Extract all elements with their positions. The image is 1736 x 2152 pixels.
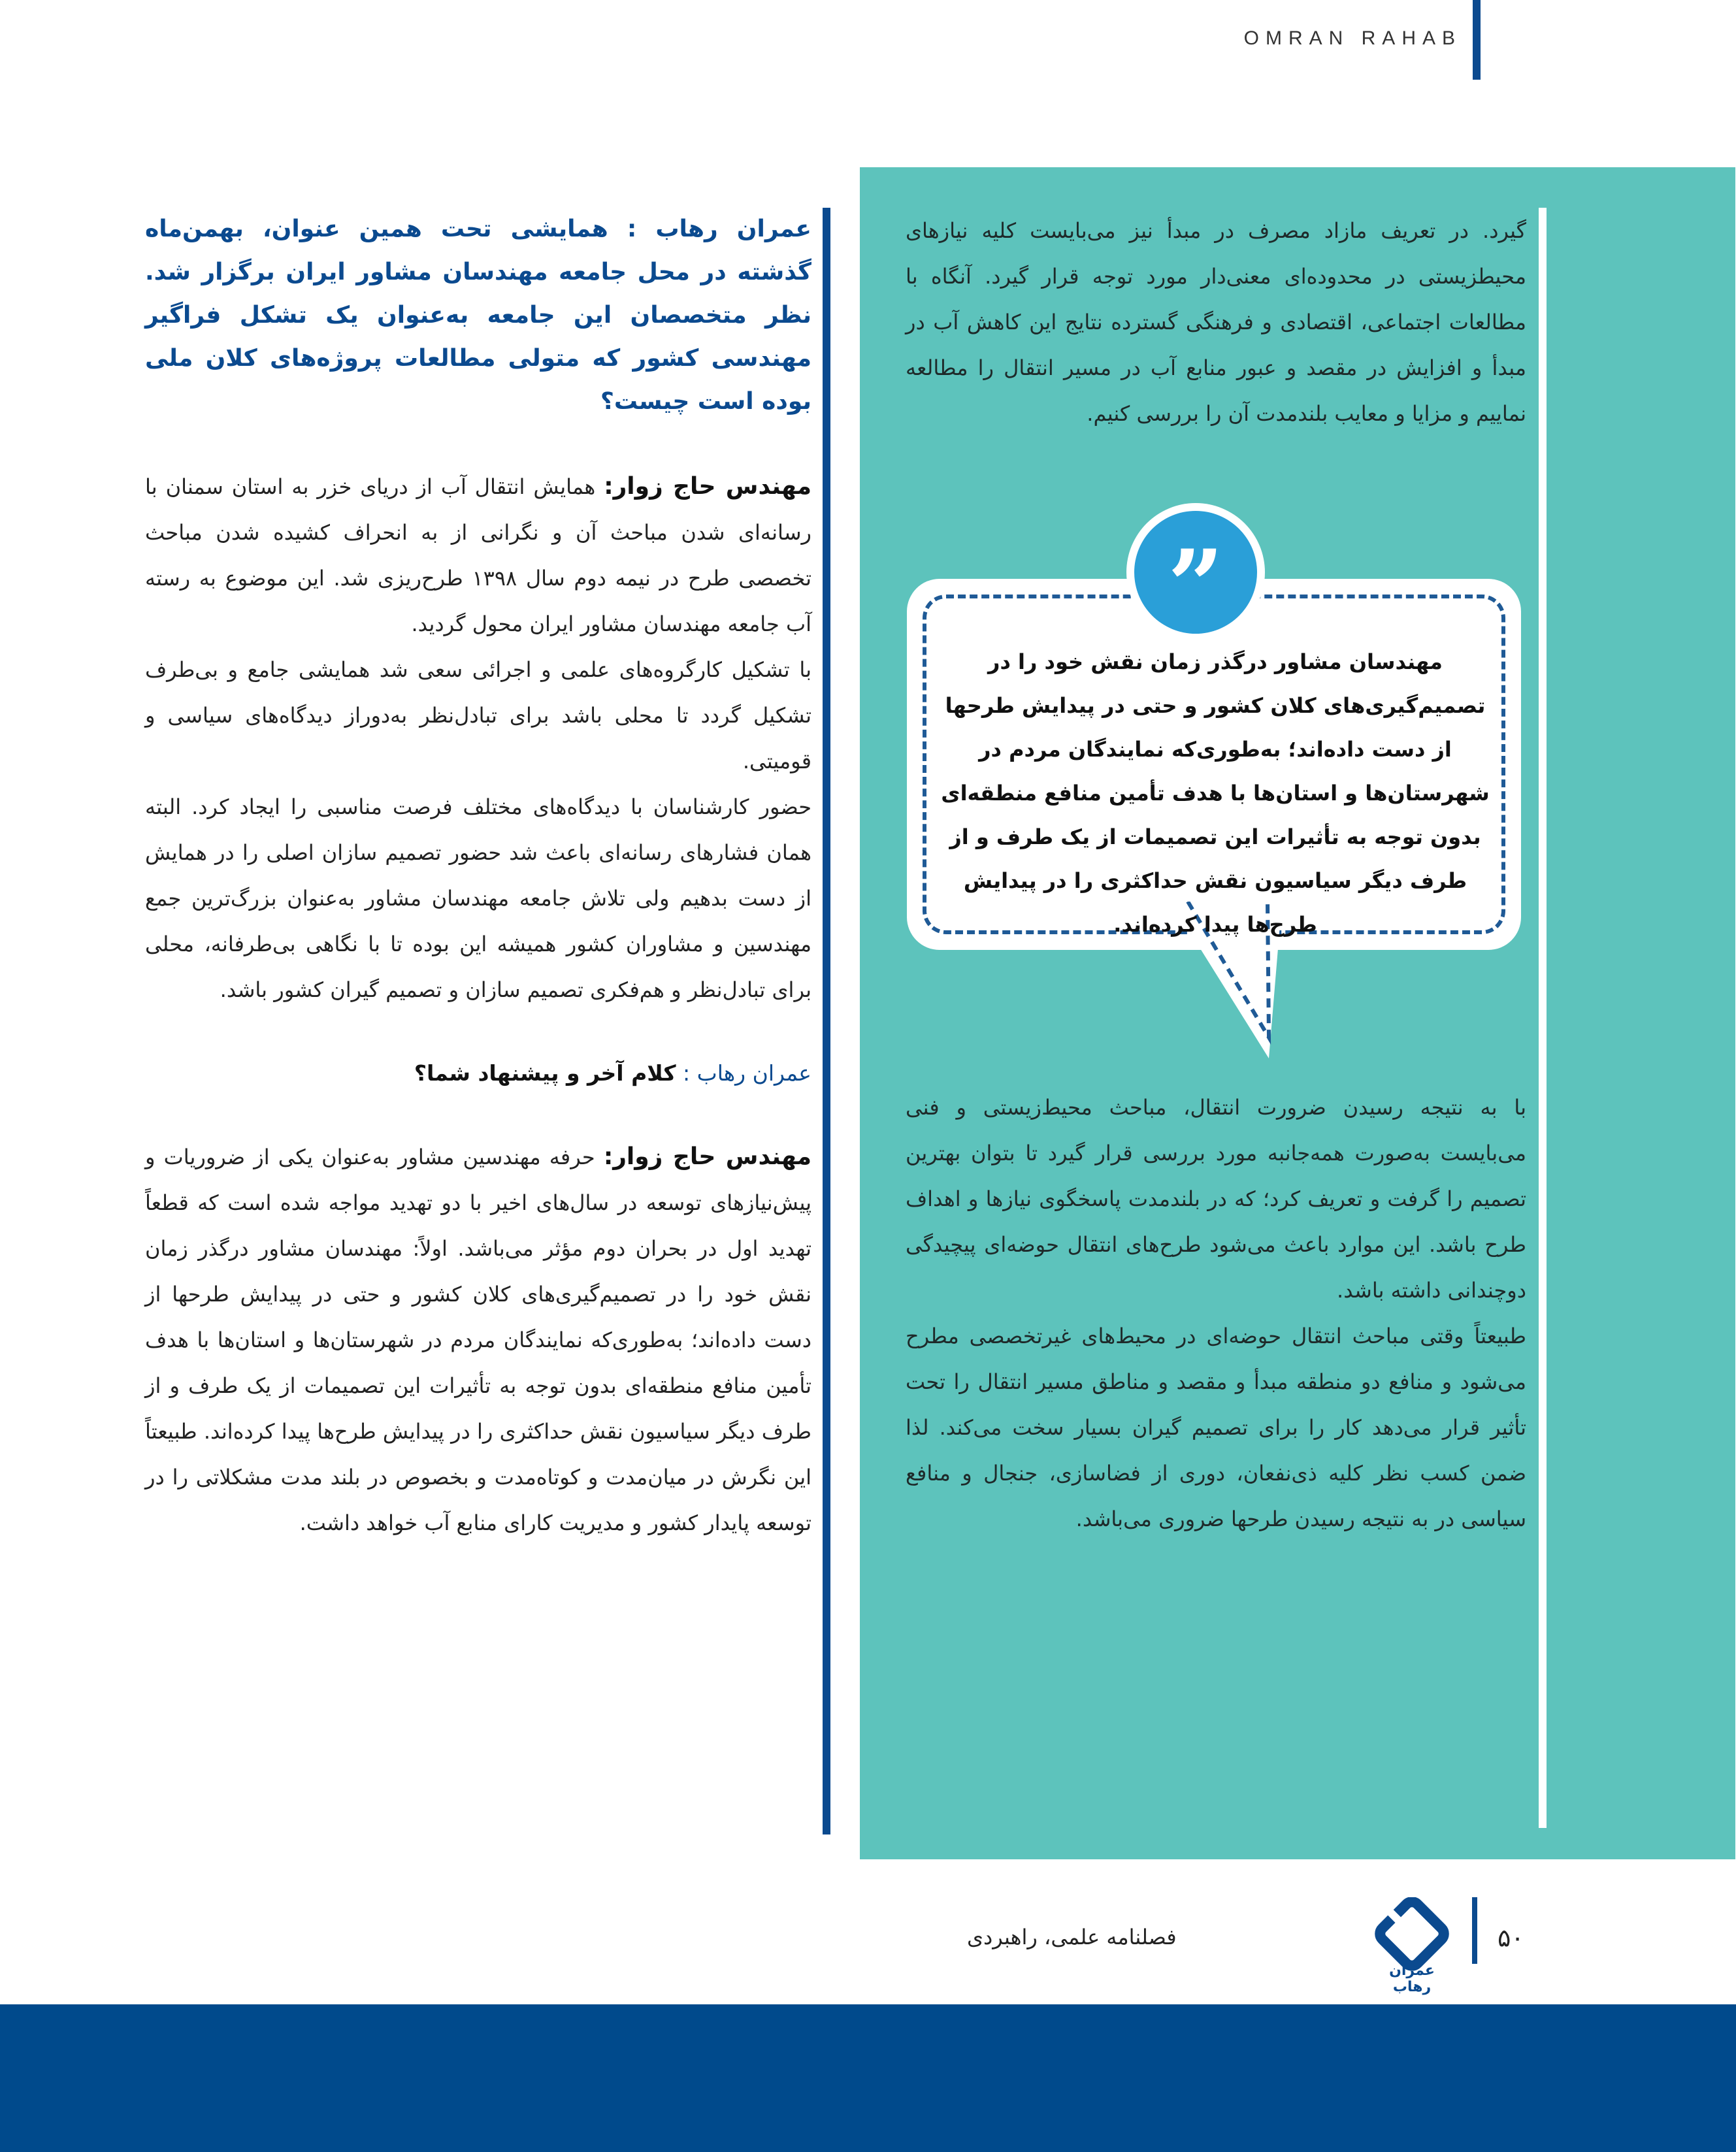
right-bottom-paragraph-2: طبیعتاً وقتی مباحث انتقال حوضه‌ای در محیط‌های غیرتخصصی مطرح می‌شود و منافع دو منطقه مبدأ و مقصد و مناطق مسیر انتقال را تحت تأثیر قرار می‌دهد کار را برای تصمیم گیران بسیار سخت می‌کند. لذا ضمن کسب نظر کلیه ذی‌نفعان، دوری از فضاسازی، جنجال و منافع سیاسی در به نتیجه رسیدن طرحها ضروری می‌باشد. [906, 1324, 1526, 1531]
question-1-text: همایشی تحت همین عنوان، بهمن‌ماه گذشته در محل جامعه مهندسان مشاور ایران برگزار شد. نظر متخصصان این جامعه به‌عنوان یک تشکل فراگیر مهندسی کشور که متولی مطالعات پروژه‌های کلان ملی بوده است چیست؟ [145, 216, 811, 415]
answer-2-speaker: مهندس حاج زوار: [603, 1143, 812, 1170]
logo-text: عمران رهاب [1389, 1963, 1435, 1995]
footer-separator [1472, 1897, 1477, 1964]
left-column-rule [823, 208, 830, 1834]
quote-badge [1126, 503, 1265, 642]
journal-title: فصلنامه علمی، راهبردی [967, 1925, 1177, 1949]
question-2-asker: عمران رهاب [696, 1060, 811, 1086]
right-top-paragraph: گیرد. در تعریف مازاد مصرف در مبدأ نیز می‌بایست کلیه نیازهای محیطزیستی در محدوده‌ای معنی‌دار مورد توجه قرار گیرد. آنگاه با مطالعات اجتماعی، اقتصادی و فرهنگی گسترده نتایج این کاهش آب در مبدأ و افزایش در مقصد و عبور منابع آب در مسیر انتقال را مطالعه نماییم و مزایا و معایب بلندمدت آن را بررسی کنیم. [906, 218, 1526, 426]
quote-text: مهندسان مشاور درگذر زمان نقش خود را در تصمیم‌گیری‌های کلان کشور و حتی در پیدایش طرحها از دست داده‌اند؛ به‌طوری‌که نمایندگان مردم در شهرستان‌ها و استان‌ها با هدف تأمین منافع منطقه‌ای بدون توجه به تأثیرات این تصمیمات از یک طرف و از طرف دیگر سیاسیون نقش حداکثری را در پیدایش طرح‌ها پیدا کرده‌اند. [941, 649, 1490, 937]
answer-1-paragraph-3: حضور کارشناسان با دیدگاه‌های مختلف فرصت مناسبی را ایجاد کرد. البته همان فشارهای رسانه‌ای باعث شد حضور تصمیم سازان اصلی را در همایش از دست بدهیم ولی تلاش جامعه مهندسان مشاور به‌عنوان بزرگ‌ترین جمع مهندسین و مشاوران کشور همیشه این بوده تا با نگاهی بی‌طرفانه، محلی برای تبادل‌نظر و هم‌فکری تصمیم سازان و تصمیم گیران کشور باشد. [145, 794, 811, 1002]
bottom-band [0, 2004, 1736, 2152]
right-bottom-paragraph-1: با به نتیجه رسیدن ضرورت انتقال، مباحث محیط‌زیستی و فنی می‌بایست به‌صورت همه‌جانبه مورد بررسی قرار گیرد تا بتوان بهترین تصمیم را گرفت و تعریف کرد؛ که در بلندمدت پاسخگوی نیازها و اهداف طرح باشد. این موارد باعث می‌شود طرح‌های انتقال حوضه‌ای پیچیدگی دوچندانی داشته باشد. [906, 1095, 1526, 1303]
quote-mark-icon: ” [1134, 511, 1257, 634]
right-column-bottom [906, 1084, 1526, 1542]
page-number: ۵۰ [1498, 1923, 1524, 1952]
answer-2-paragraph: مهندس حاج زوار: حرفه مهندسین مشاور به‌عنوان یکی از ضروریات و پیش‌نیازهای توسعه در سال‌های اخیر با دو تهدید مواجه شده است که قطعاً تهدید اول در بحران دوم مؤثر می‌باشد. اولاً: مهندسان مشاور درگذر زمان نقش خود را در تصمیم‌گیری‌های کلان کشور و حتی در پیدایش طرحها از دست داده‌اند؛ به‌طوری‌که نمایندگان مردم در شهرستان‌ها و استان‌ها با هدف تأمین منافع منطقه‌ای بدون توجه به تأثیرات این تصمیمات از یک طرف و از طرف دیگر سیاسیون نقش حداکثری را در پیدایش طرح‌ها پیدا کرده‌اند. طبیعتاً این نگرش در میان‌مدت و کوتاه‌مدت و بخصوص در بلند مدت مشکلاتی را در توسعه پایدار کشور و مدیریت کارای منابع آب خواهد داشت. [145, 1143, 812, 1535]
answer-1-speaker: مهندس حاج زوار: [604, 473, 812, 500]
question-1-asker: عمران رهاب [655, 216, 811, 242]
header-accent-bar [1473, 0, 1481, 80]
header-brand: OMRAN RAHAB [1243, 27, 1462, 49]
question-2: عمران رهاب : کلام آخر و پیشنهاد شما؟ [414, 1060, 811, 1086]
right-column-top [906, 208, 1526, 436]
teal-panel-rule [1539, 208, 1547, 1828]
question-2-text: کلام آخر و پیشنهاد شما؟ [414, 1060, 676, 1086]
left-column [145, 208, 811, 1546]
answer-1-paragraph-1: مهندس حاج زوار: همایش انتقال آب از دریای خزر به استان سمنان با رسانه‌ای شدن مباحث آن و نگرانی از به انحراف کشیده شدن مباحث تخصصی طرح در نیمه دوم سال ۱۳۹۸ طرح‌ریزی شد. این موضوع به رسته آب جامعه مهندسان مشاور ایران محول گردید. [145, 473, 812, 636]
answer-1-paragraph-2: با تشکیل کارگروه‌های علمی و اجرائی سعی شد همایشی جامع و بی‌طرف تشکیل گردد تا محلی باشد برای تبادل‌نظر به‌دوراز دیدگاه‌های سیاسی و قومیتی. [145, 657, 811, 774]
question-1: عمران رهاب : همایشی تحت همین عنوان، بهمن‌ماه گذشته در محل جامعه مهندسان مشاور ایران برگزار شد. نظر متخصصان این جامعه به‌عنوان یک تشکل فراگیر مهندسی کشور که متولی مطالعات پروژه‌های کلان ملی بوده است چیست؟ [145, 216, 811, 415]
